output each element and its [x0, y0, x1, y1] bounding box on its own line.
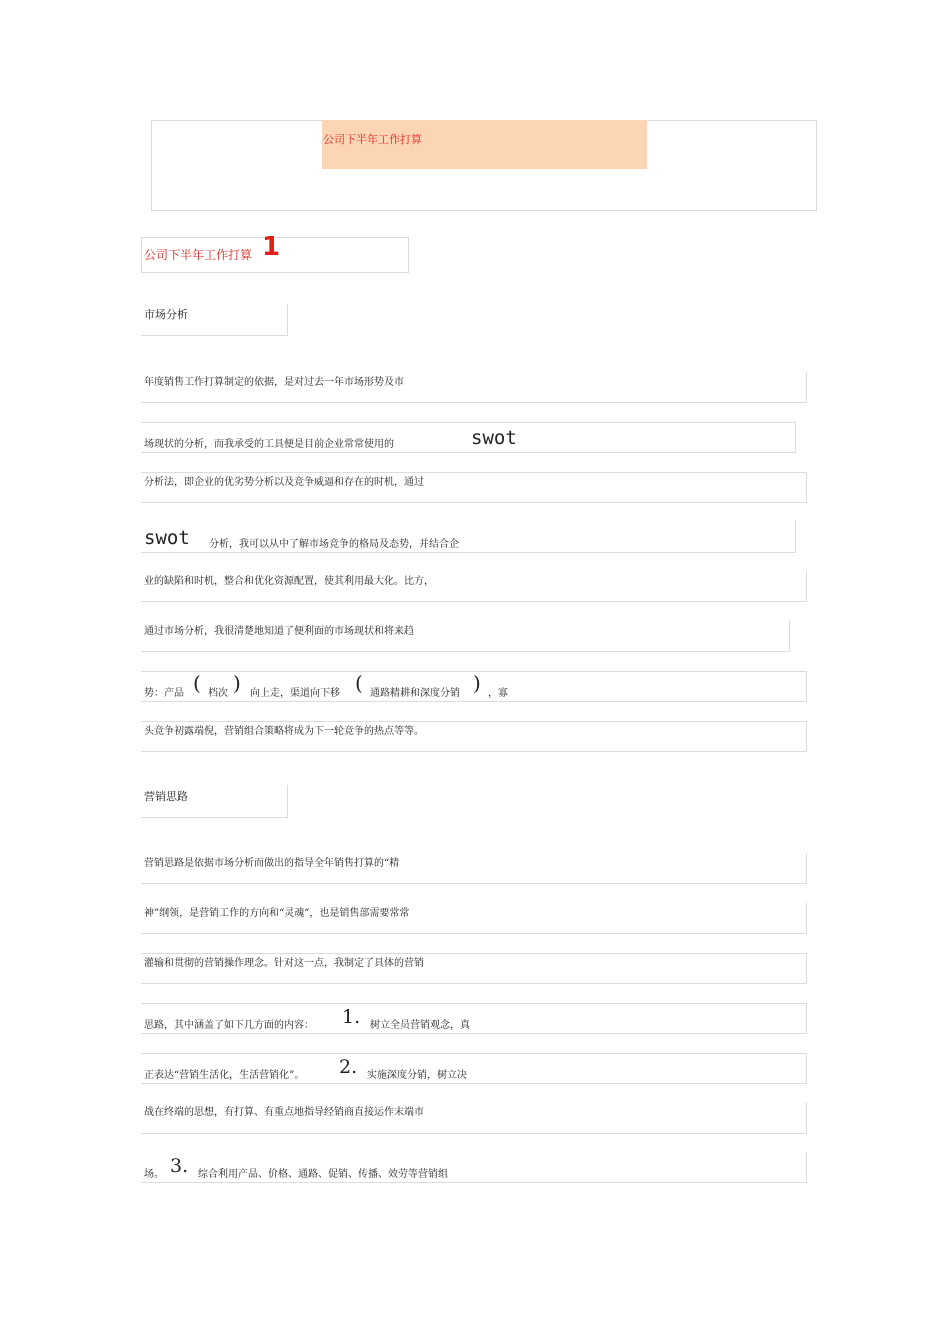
paragraph-line: 分析，我可以从中了解市场竞争的格局及态势，并结合企: [209, 539, 459, 550]
paragraph-line: 年度销售工作打算制定的依据，是对过去一年市场形势及市: [144, 377, 404, 388]
paragraph-line: 综合利用产品、价格、通路、促销、传播、效劳等营销组: [198, 1169, 448, 1180]
list-number: 1.: [342, 1006, 361, 1028]
list-number: 3.: [170, 1155, 189, 1177]
header-title: 公司下半年工作打算: [323, 133, 422, 146]
paren-close: ): [473, 671, 481, 695]
paragraph-line: 实施深度分销，树立决: [367, 1070, 467, 1081]
paragraph-line: 势：产品: [144, 688, 184, 699]
paragraph-line: 树立全员营销观念，真: [370, 1020, 470, 1031]
paragraph-line: 场现状的分析，而我承受的工具便是目前企业常常使用的: [144, 439, 394, 450]
paren-open: (: [355, 671, 363, 695]
section-heading-market-analysis: 市场分析: [144, 308, 188, 321]
doc-title-number: 1: [262, 232, 281, 262]
list-number: 2.: [339, 1056, 358, 1078]
paragraph-line: 灌输和贯彻的营销操作理念。针对这一点，我制定了具体的营销: [144, 958, 424, 969]
paragraph-line: 向上走，渠道向下移: [250, 688, 340, 699]
swot-term: swot: [471, 427, 517, 449]
paren-close: ): [233, 671, 241, 695]
section-heading-marketing-ideas: 营销思路: [144, 790, 188, 803]
paragraph-line: 思路，其中涵盖了如下几方面的内容：: [144, 1020, 314, 1031]
paragraph-line: 正表达“营销生活化，生活营销化”。: [144, 1070, 305, 1081]
paragraph-line: 营销思路是依据市场分析而做出的指导全年销售打算的“精: [144, 858, 400, 869]
paragraph-line: 通过市场分析，我很清楚地知道了便利面的市场现状和将来趋: [144, 626, 414, 637]
paragraph-line: 战在终端的思想，有打算、有重点地指导经销商直接运作末端市: [144, 1107, 424, 1118]
paren-open: (: [193, 671, 201, 695]
paragraph-line: ，寡: [488, 688, 508, 699]
paragraph-line: 业的缺陷和时机，整合和优化资源配置，使其利用最大化。比方，: [144, 576, 434, 587]
paragraph-line: 神”纲领，是营销工作的方向和“灵魂”，也是销售部需要常常: [144, 908, 410, 919]
paragraph-line: 通路精耕和深度分销: [370, 688, 460, 699]
doc-title: 公司下半年工作打算: [144, 248, 253, 262]
paragraph-line: 头竞争初露端倪，营销组合策略将成为下一轮竞争的热点等等。: [144, 726, 424, 737]
swot-term: swot: [144, 527, 190, 549]
paragraph-line: 档次: [208, 688, 228, 699]
paragraph-line: 场。: [144, 1169, 164, 1180]
paragraph-line: 分析法，即企业的优劣势分析以及竞争威逼和存在的时机，通过: [144, 477, 424, 488]
